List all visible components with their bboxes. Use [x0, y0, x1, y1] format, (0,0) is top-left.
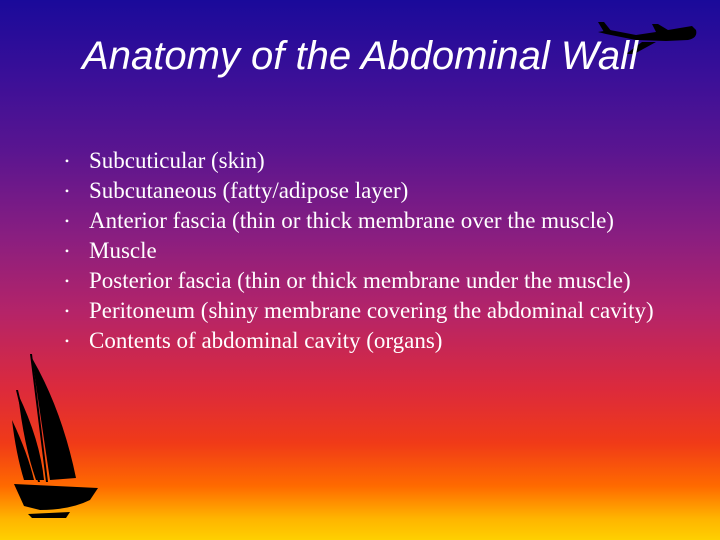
bullet-text: Contents of abdominal cavity (organs) [89, 328, 443, 353]
list-item [60, 266, 670, 296]
slide-title: Anatomy of the Abdominal Wall [82, 34, 638, 78]
bullet-text: Subcutaneous (fatty/adipose layer) [89, 178, 409, 203]
list-item [60, 326, 670, 356]
sailboat-silhouette-icon [10, 350, 102, 520]
list-item [60, 176, 670, 206]
bullet-icon: • [64, 334, 70, 348]
list-item [60, 206, 670, 236]
bullet-text: Posterior fascia (thin or thick membrane under the muscle) [89, 268, 631, 293]
bullet-text: Anterior fascia (thin or thick membrane over the muscle) [89, 208, 614, 233]
bullet-list [60, 146, 670, 356]
bullet-text: Peritoneum (shiny membrane covering the abdominal cavity) [89, 298, 654, 323]
bullet-icon: • [64, 154, 70, 168]
list-item [60, 296, 670, 326]
bullet-text: Muscle [89, 238, 157, 263]
bullet-icon: • [64, 244, 70, 258]
bullet-icon: • [64, 214, 70, 228]
bullet-text: Subcuticular (skin) [89, 148, 265, 173]
bullet-icon: • [64, 274, 70, 288]
list-item [60, 146, 670, 176]
bullet-icon: • [64, 304, 70, 318]
list-item [60, 236, 670, 266]
bullet-icon: • [64, 184, 70, 198]
